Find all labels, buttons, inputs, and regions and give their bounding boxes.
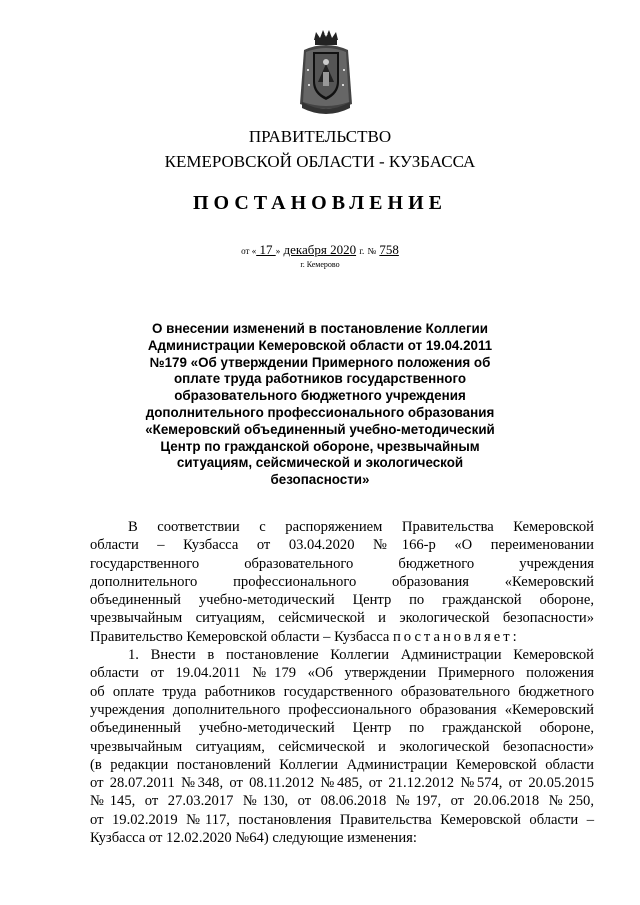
item-1-line: Кузбасса от 12.02.2020 №64) следующие изменения: [90,830,417,847]
preamble-line: области – Кузбасса от 03.04.2020 №166-р «О переименовании [90,537,594,554]
preamble-line [90,628,594,646]
title-line: ситуациям, сейсмической и экологической [176,455,464,471]
government-name-line2: КЕМЕРОВСКОЙ ОБЛАСТИ - КУЗБАССА [164,152,476,171]
title-line: «Кемеровский объединенный учебно-методический [145,421,495,437]
date-prefix: от « [241,246,257,256]
item-1-line: учреждения дополнительного профессионального образования «Кемеровский [90,701,594,718]
item-1-line: объединенный учебно-методический Центр по гражданской обороне, [90,720,594,737]
preamble-line: дополнительного профессионального образования «Кемеровский [90,573,594,590]
title-line: Администрации Кемеровской области от 19.04.2011 [147,337,493,353]
government-name-line1: ПРАВИТЕЛЬСТВО [248,127,392,146]
title-line: безопасности» [270,472,370,488]
document-number: 758 [379,242,399,257]
preamble-subject: Правительство Кемеровской области – Кузбасса [90,628,393,645]
title-line: №179 «Об утверждении Примерного положения об [149,354,491,370]
document-body [90,518,594,847]
title-line: оплате труда работников государственного [173,371,467,387]
document-title [130,321,510,489]
date-number-line [0,242,640,258]
number-sign: № [367,246,377,256]
preamble-line: государственного образовательного бюджетного учреждения [90,555,594,572]
title-line: Центр по гражданской обороне, чрезвычайным [160,438,480,454]
preamble-line: чрезвычайным ситуациям, сейсмической и экологической безопасности» [90,610,594,627]
date-day: 17 [256,242,276,257]
title-line: образовательного бюджетного учреждения [174,388,466,404]
item-1-line: от 19.02.2019 №117, постановления Правительства Кемеровской области – [90,811,594,828]
item-1-line: №145, от 27.03.2017 №130, от 08.06.2018 №197, от 20.06.2018 №250, [90,793,594,810]
item-1-line: (в редакции постановлений Коллегии Администрации Кемеровской области [90,756,594,773]
item-1-line: от 28.07.2011 №348, от 08.11.2012 №485, от 21.12.2012 №574, от 20.05.2015 [90,775,594,792]
city-name: г. Кемерово [300,260,340,269]
date-month-year: декабря 2020 [283,242,357,257]
resolves-word: постановляет: [392,628,520,645]
title-line: дополнительного профессионального образования [145,404,495,420]
item-1-line: 1. Внести в постановление Коллегии Администрации Кемеровской [128,647,594,664]
item-1-line: области от 19.04.2011 №179 «Об утверждении Примерного положения [90,665,594,682]
item-1-line: об оплате труда работников государственного образовательного бюджетного [90,683,594,700]
preamble-line: объединенный учебно-методический Центр по гражданской обороне, [90,592,594,609]
preamble-line: В соответствии с распоряжением Правительства Кемеровской [128,519,594,535]
date-quote-close: » [275,246,281,256]
coat-of-arms-emblem [296,30,356,114]
item-1-line: чрезвычайным ситуациям, сейсмической и экологической безопасности» [90,738,594,755]
document-type-title: ПОСТАНОВЛЕНИЕ [193,192,447,214]
title-line: О внесении изменений в постановление Коллегии [151,321,489,336]
date-year-suffix: г. [359,246,365,256]
